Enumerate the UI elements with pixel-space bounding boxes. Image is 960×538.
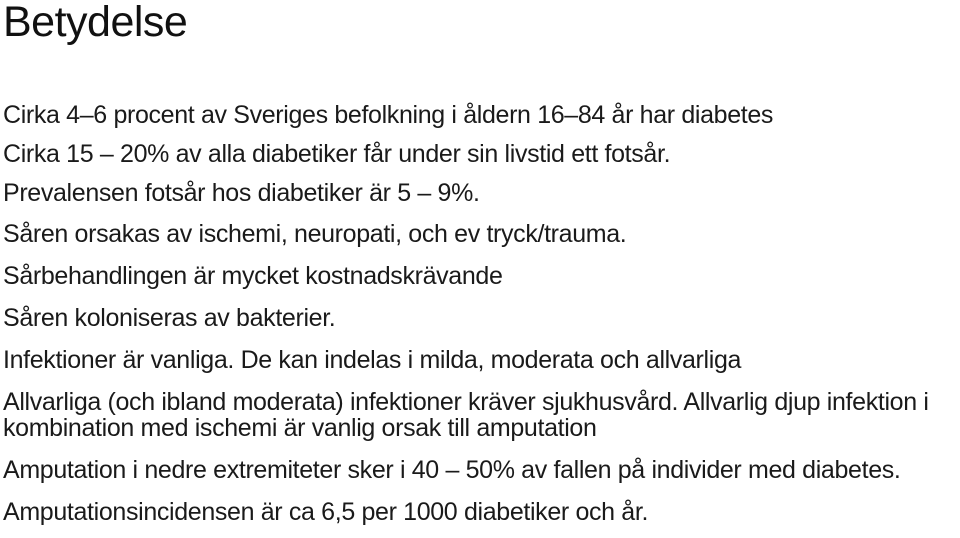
bullet-item-bacterial-colonization: Såren koloniseras av bakterier.	[3, 304, 336, 332]
bullet-item-amputation-share: Amputation i nedre extremiteter sker i 40 – 50% av fallen på individer med diabetes.	[3, 456, 901, 484]
bullet-item-foot-ulcer-lifetime: Cirka 15 – 20% av alla diabetiker får under sin livstid ett fotsår.	[3, 140, 671, 168]
bullet-list	[3, 102, 959, 525]
bullet-item-ulcer-causes: Såren orsakas av ischemi, neuropati, och ev tryck/trauma.	[3, 220, 627, 248]
bullet-item-amputation-incidence: Amputationsincidensen är ca 6,5 per 1000 diabetiker och år.	[3, 498, 649, 526]
bullet-item-treatment-cost: Sårbehandlingen är mycket kostnadskrävande	[3, 262, 503, 290]
bullet-item-foot-ulcer-prevalence: Prevalensen fotsår hos diabetiker är 5 – 9%.	[3, 179, 480, 207]
bullet-item-prevalence-diabetes: Cirka 4–6 procent av Sveriges befolkning i åldern 16–84 år har diabetes	[3, 101, 774, 129]
bullet-item-severe-infection: Allvarliga (och ibland moderata) infektioner kräver sjukhusvård. Allvarlig djup infektion i kombination med ischemi är vanlig orsak till amputation	[3, 388, 929, 442]
bullet-item-infection-classification: Infektioner är vanliga. De kan indelas i milda, moderata och allvarliga	[3, 346, 742, 374]
slide-title: Betydelse	[3, 0, 188, 46]
